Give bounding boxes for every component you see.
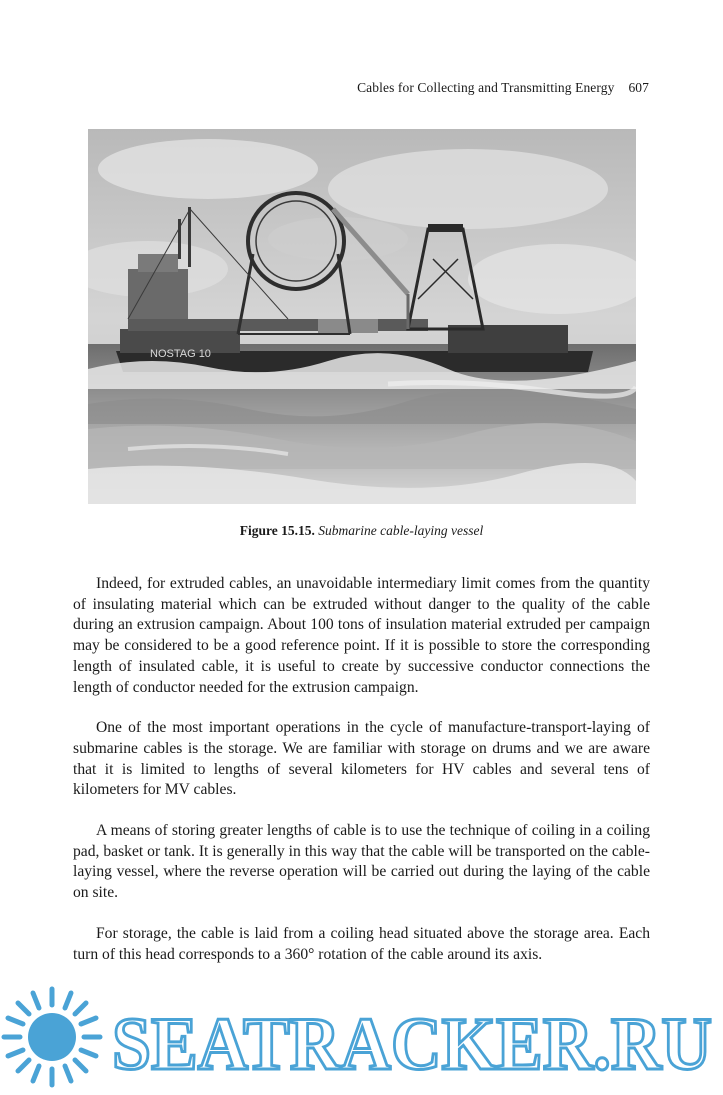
figure-caption-text: Submarine cable-laying vessel	[318, 523, 484, 538]
figure-label: Figure 15.15.	[239, 523, 315, 538]
paragraph: One of the most important operations in the cycle of manufacture-transport-laying of submarine cables is the storage. We are familiar with storage on drums and we are aware that it is limited to lengths of several kilometers for HV cables and several tens of kilometers for MV cables.	[73, 719, 650, 799]
sun-icon	[4, 989, 100, 1085]
figure-photo	[88, 129, 636, 504]
watermark-text: SEATRACKER.RU	[112, 1003, 712, 1086]
watermark	[0, 985, 723, 1090]
paragraph: A means of storing greater lengths of cable is to use the technique of coiling in a coiling pad, basket or tank. It is generally in this way that the cable will be transported on the cable-laying vessel, where the reverse operation will be carried out during the laying of the cable on site.	[73, 822, 650, 902]
hull-text: NOSTAG 10	[150, 348, 211, 360]
page-number: 607	[628, 80, 649, 95]
vessel-photo-illustration	[88, 129, 636, 504]
paragraph: For storage, the cable is laid from a coiling head situated above the storage area. Each turn of this head corresponds to a 360° rotation of the cable around its axis.	[73, 924, 650, 963]
body-text	[73, 574, 650, 985]
running-head	[357, 80, 649, 96]
figure-caption	[0, 523, 723, 539]
paragraph: Indeed, for extruded cables, an unavoidable intermediary limit comes from the quantity of insulating material which can be extruded without danger to the quality of the cable during an extrusion campaign. About 100 tons of insulation material extruded per campaign may be considered to be a good reference point. If it is possible to store the corresponding length of insulated cable, it is useful to create by successive conductor connections the length of conductor needed for the extrusion campaign.	[73, 575, 650, 696]
running-title: Cables for Collecting and Transmitting Energy	[357, 80, 615, 95]
